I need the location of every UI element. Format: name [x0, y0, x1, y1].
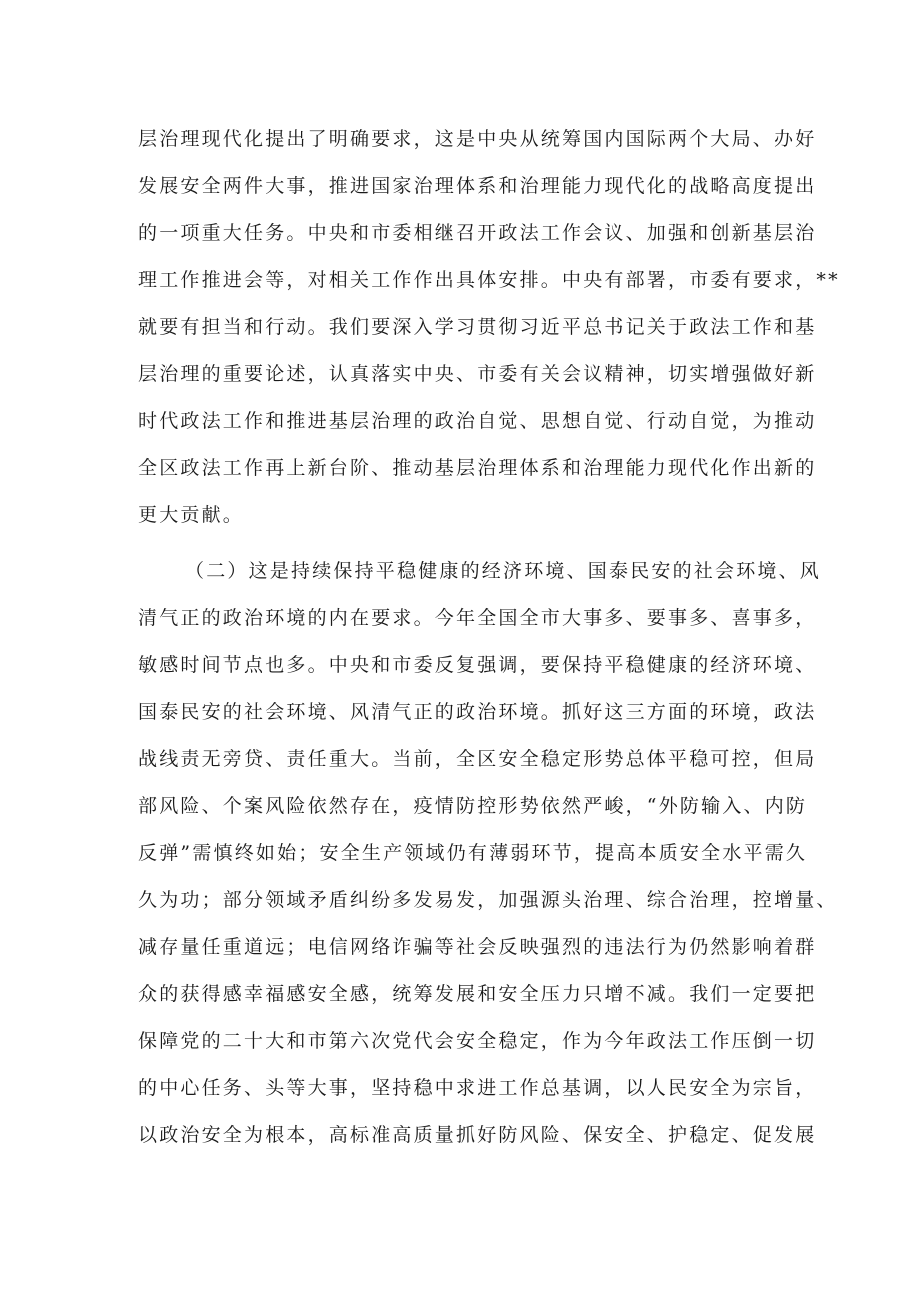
text-line: 清气正的政治环境的内在要求。今年全国全市大事多、要事多、喜事多，	[138, 607, 817, 629]
text-line: 就要有担当和行动。我们要深入学习贯彻习近平总书记关于政法工作和基	[138, 316, 817, 338]
text-line: 层治理的重要论述，认真落实中央、市委有关会议精神，切实增强做好新	[138, 363, 817, 385]
text-line: 反弹”需慎终如始；安全生产领域仍有薄弱环节，提高本质安全水平需久	[138, 842, 808, 864]
text-line: 减存量任重道远；电信网络诈骗等社会反映强烈的违法行为仍然影响着群	[138, 936, 817, 958]
text-line: 众的获得感幸福感安全感，统筹发展和安全压力只增不减。我们一定要把	[138, 983, 817, 1005]
text-line: 国泰民安的社会环境、风清气正的政治环境。抓好这三方面的环境，政法	[138, 701, 817, 723]
text-line: 敏感时间节点也多。中央和市委反复强调，要保持平稳健康的经济环境、	[138, 654, 817, 676]
text-line: 的一项重大任务。中央和市委相继召开政法工作会议、加强和创新基层治	[138, 222, 817, 244]
text-line: 的中心任务、头等大事，坚持稳中求进工作总基调，以人民安全为宗旨，	[138, 1077, 817, 1099]
text-line: 时代政法工作和推进基层治理的政治自觉、思想自觉、行动自觉，为推动	[138, 410, 817, 432]
text-line: 层治理现代化提出了明确要求，这是中央从统筹国内国际两个大局、办好	[138, 128, 817, 150]
text-line: 保障党的二十大和市第六次党代会安全稳定，作为今年政法工作压倒一切	[138, 1030, 817, 1052]
text-line: 发展安全两件大事，推进国家治理体系和治理能力现代化的战略高度提出	[138, 175, 817, 197]
text-line: 战线责无旁贷、责任重大。当前，全区安全稳定形势总体平稳可控，但局	[138, 748, 817, 770]
text-line: 更大贡献。	[138, 504, 245, 526]
text-line: （二）这是持续保持平稳健康的经济环境、国泰民安的社会环境、风	[185, 560, 822, 582]
text-line: 久为功；部分领域矛盾纠纷多发易发，加强源头治理、综合治理，控增量、	[138, 889, 838, 911]
text-line: 部风险、个案风险依然存在，疫情防控形势依然严峻，“外防输入、内防	[138, 795, 808, 817]
text-line: 以政治安全为根本，高标准高质量抓好防风险、保安全、护稳定、促发展	[138, 1124, 817, 1146]
text-line: 理工作推进会等，对相关工作作出具体安排。中央有部署，市委有要求，**	[138, 269, 840, 291]
text-line: 全区政法工作再上新台阶、推动基层治理体系和治理能力现代化作出新的	[138, 457, 817, 479]
